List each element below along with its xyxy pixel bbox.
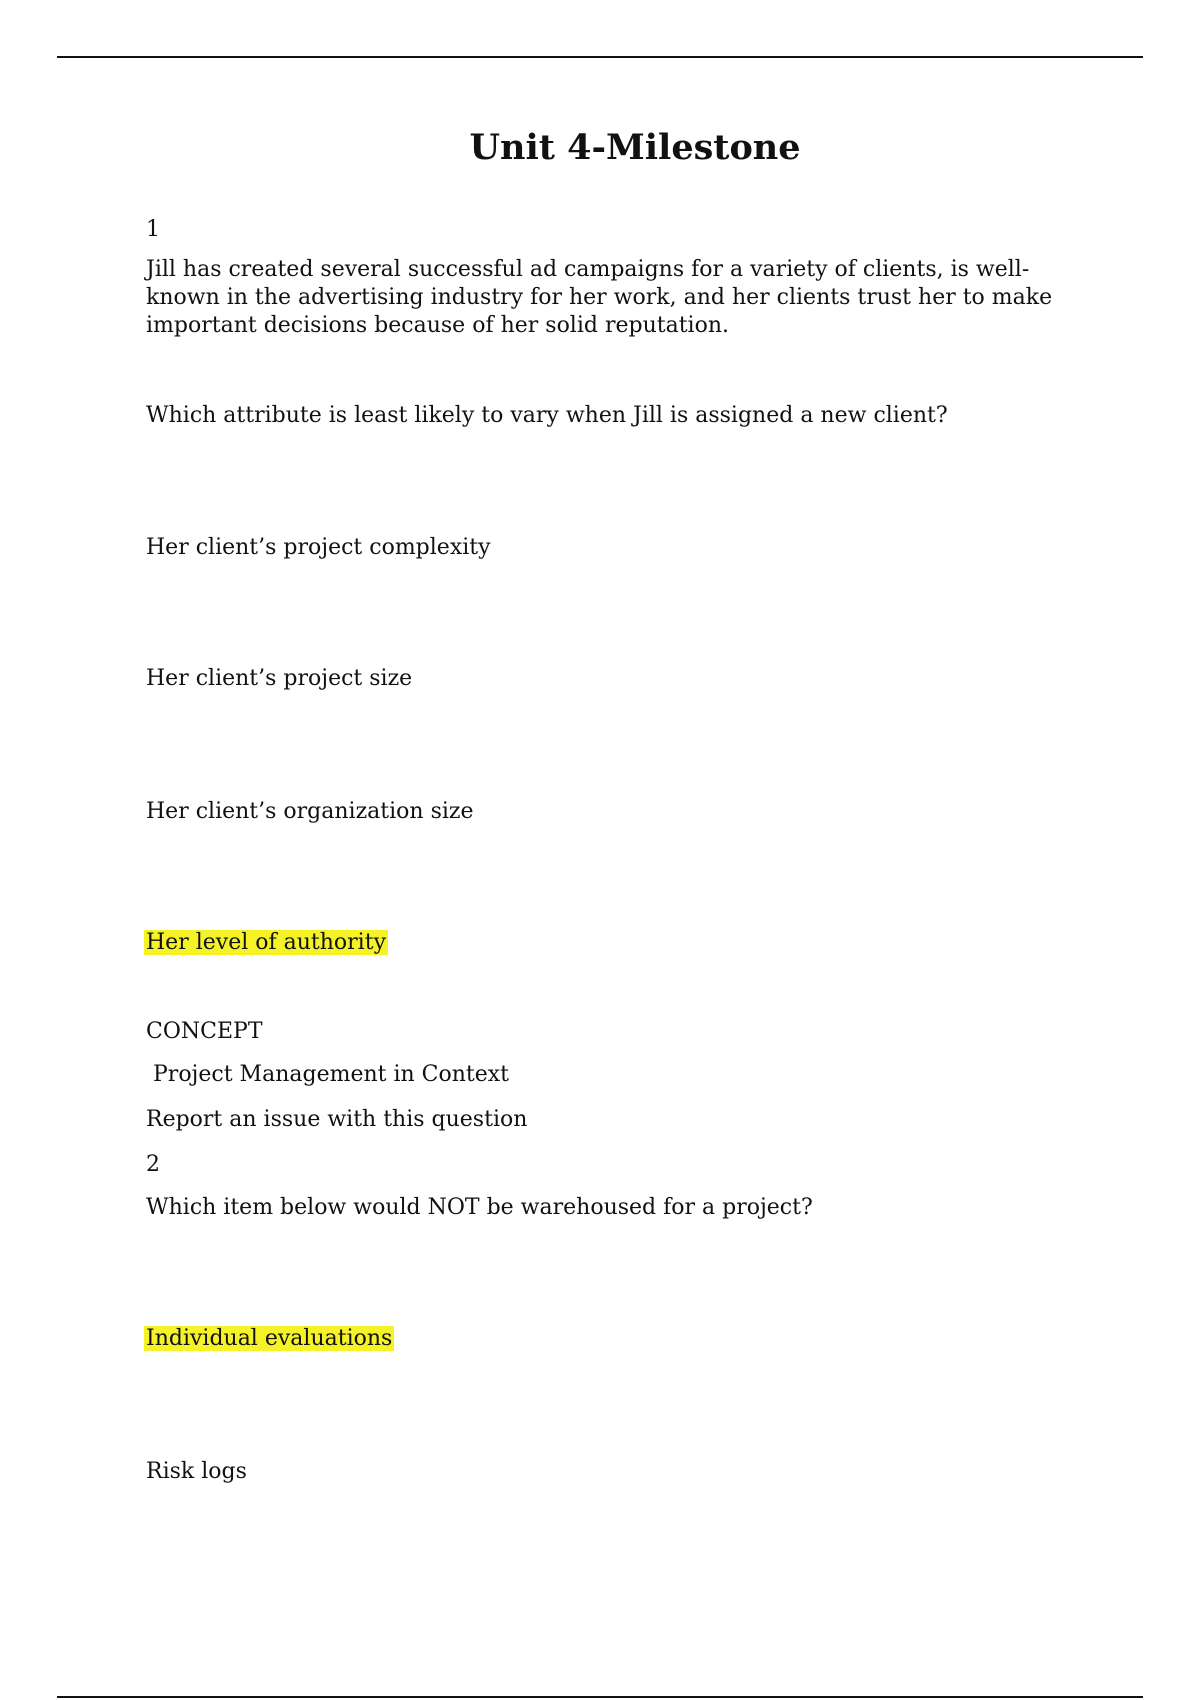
question-2-option-2[interactable]: Risk logs	[146, 1459, 247, 1484]
question-2-prompt: Which item below would NOT be warehoused for a project?	[146, 1195, 813, 1220]
report-issue-link[interactable]: Report an issue with this question	[146, 1107, 528, 1132]
answer-highlight: Her level of authority	[146, 930, 386, 955]
question-1-stem-line-2: known in the advertising industry for her work, and her clients trust her to make	[146, 285, 1053, 310]
top-rule	[57, 56, 1143, 58]
question-1-option-3[interactable]: Her client’s organization size	[146, 799, 474, 824]
page-title: Unit 4-Milestone	[469, 127, 801, 168]
question-1-option-2[interactable]: Her client’s project size	[146, 666, 413, 691]
concept-label: CONCEPT	[146, 1019, 263, 1044]
question-2-option-1-correct[interactable]	[146, 1325, 394, 1353]
question-1-stem	[146, 256, 1066, 340]
question-1-option-4-correct[interactable]	[146, 929, 388, 957]
answer-highlight: Individual evaluations	[146, 1326, 393, 1351]
question-1-prompt: Which attribute is least likely to vary when Jill is assigned a new client?	[146, 403, 948, 428]
question-1-stem-line-3: important decisions because of her solid reputation.	[146, 313, 729, 338]
concept-value: Project Management in Context	[146, 1062, 510, 1087]
question-1-option-1[interactable]: Her client’s project complexity	[146, 535, 491, 560]
bottom-rule	[57, 1696, 1143, 1698]
question-1-stem-line-1: Jill has created several successful ad campaigns for a variety of clients, is well-	[146, 257, 1030, 282]
question-2-number: 2	[146, 1152, 160, 1177]
question-1-number: 1	[146, 217, 160, 242]
